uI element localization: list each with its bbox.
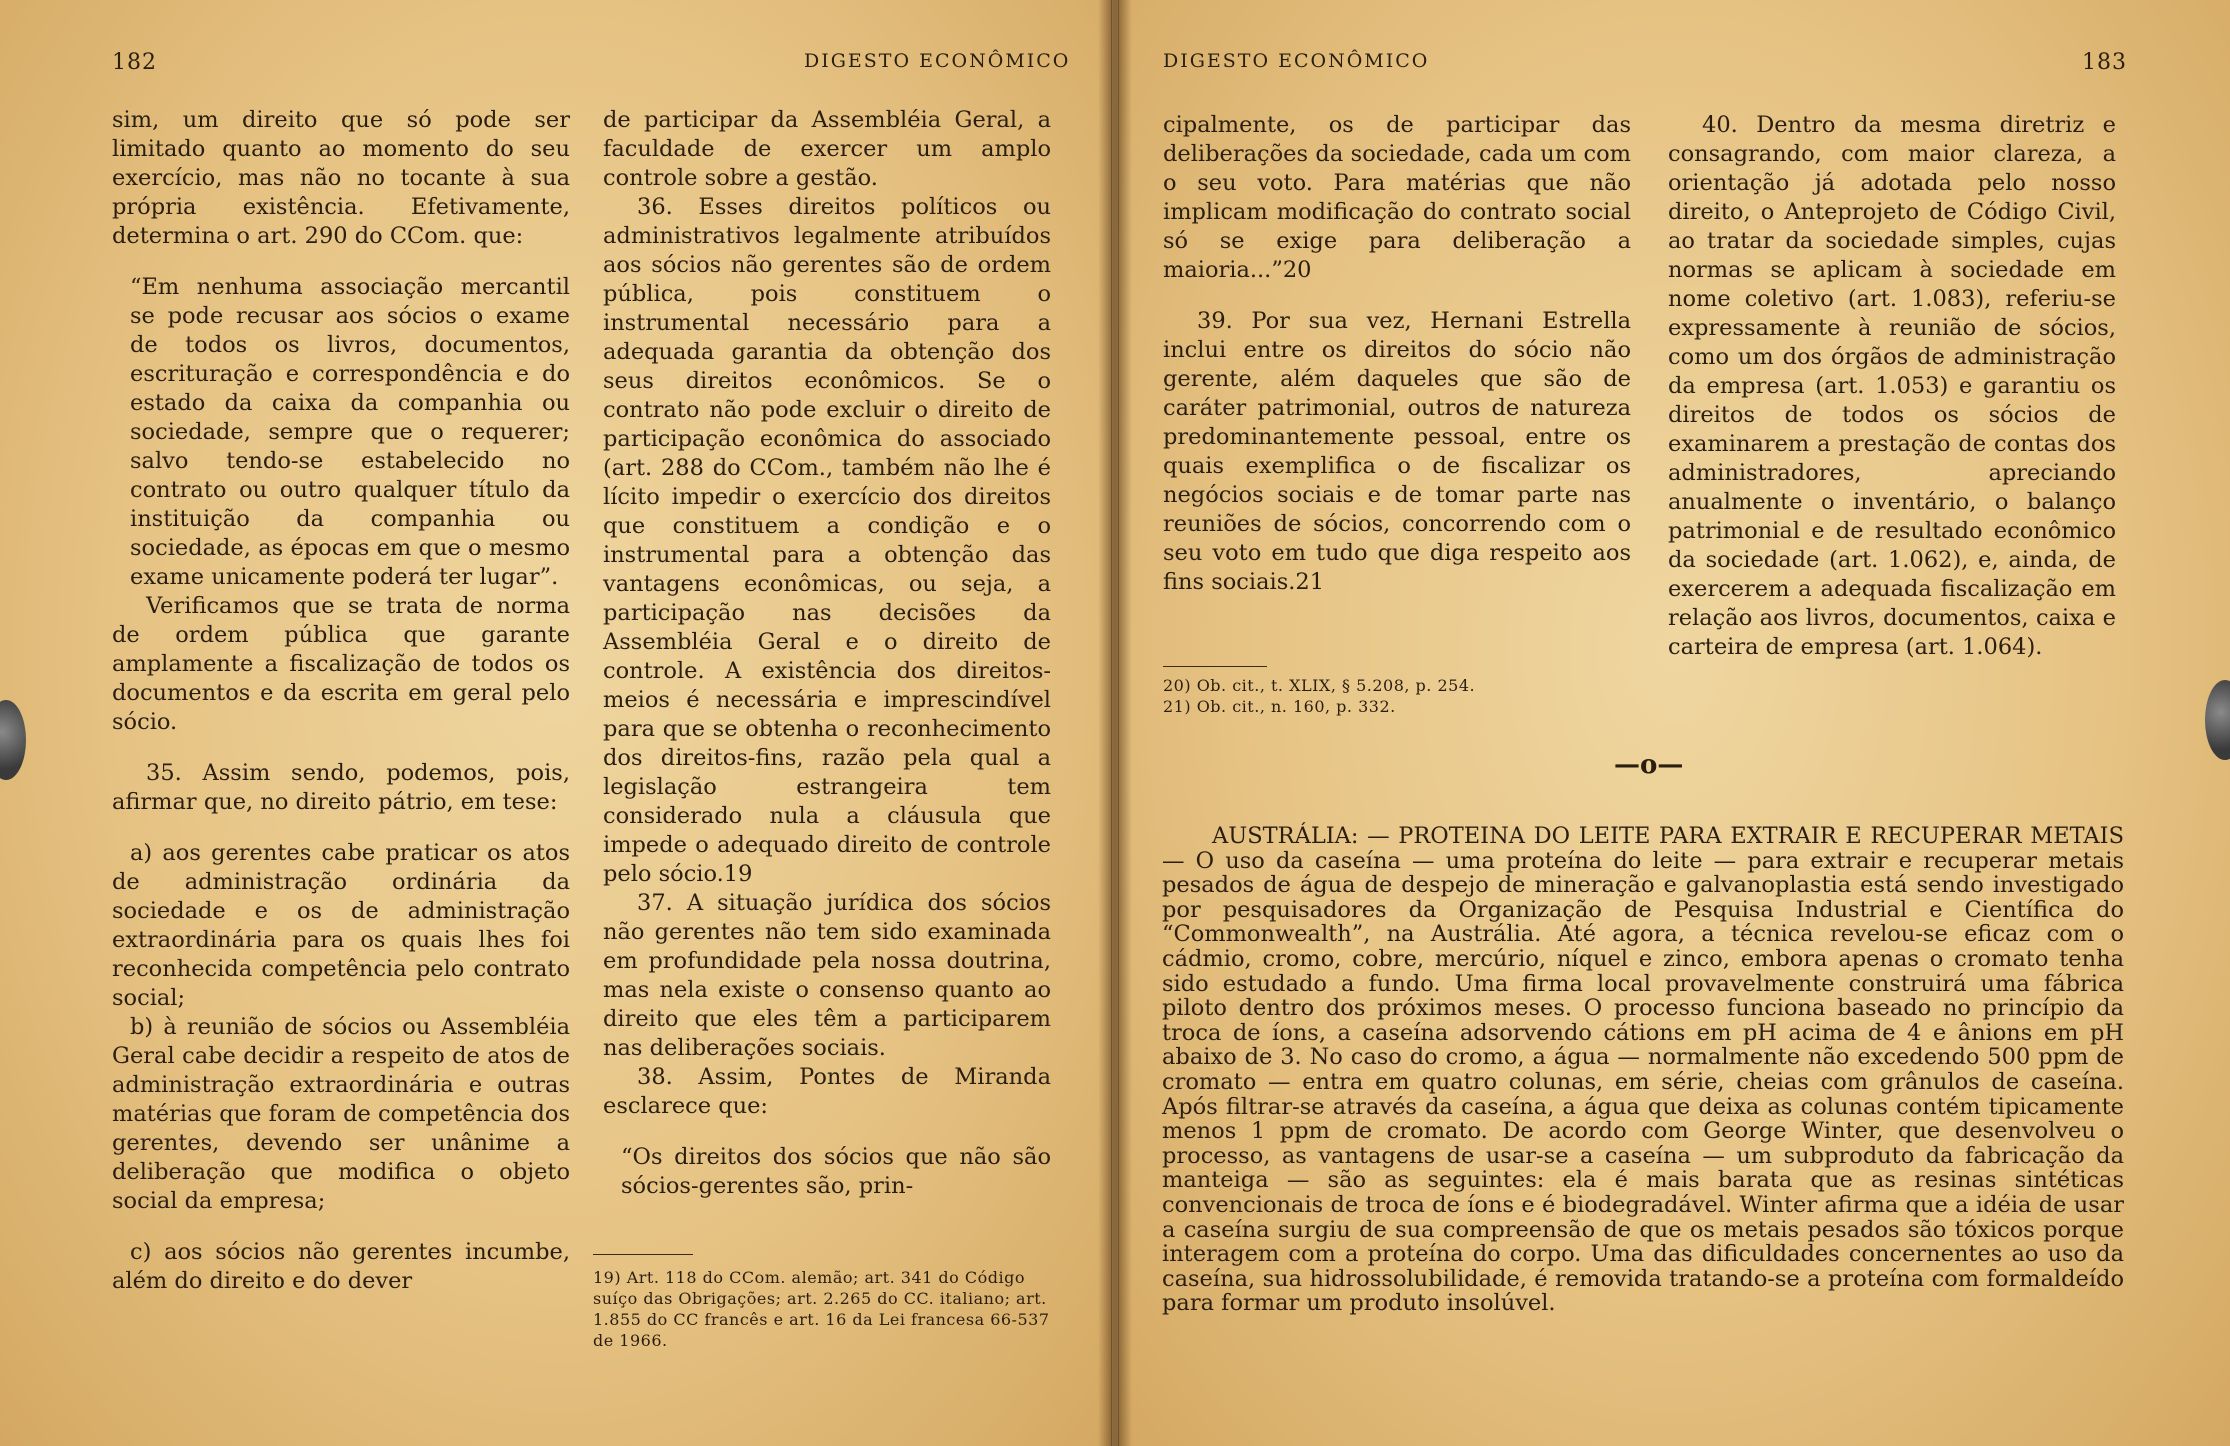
footnote-rule — [593, 1254, 693, 1255]
block-quote: “Os direitos dos sócios que não são sócios-gerentes são, prin- — [621, 1144, 1051, 1199]
paragraph-40: 40. Dentro da mesma diretriz e consagrando, com maior clareza, a orientação já adotada pelo nosso direito, o Anteprojeto de Código Civil, ao tratar da sociedade simples, cujas normas se aplicam à sociedade em nome coletivo (art. 1.083), referiu-se expressamente à reunião de sócios, como um dos órgãos de administração da empresa (art. 1.053) e garantiu os direitos de todos os sócios de examinarem a prestação de contas dos administradores, apreciando anualmente o inventário, o balanço patrimonial e de resultado econômico da sociedade (art. 1.062), e, ainda, de exercerem a adequada fiscalização em relação aos livros, documentos, caixa e carteira de empresa (art. 1.064). — [1668, 112, 2116, 660]
block-quote-continued: cipalmente, os de participar das deliberações da sociedade, cada um com o seu voto. Para matérias que não implicam modificação do contrato social só se exige para deliberação a maioria...”20 — [1163, 112, 1631, 283]
footnote-20: 20) Ob. cit., t. XLIX, § 5.208, p. 254. — [1163, 676, 1476, 695]
paragraph-37: 37. A situação jurídica dos sócios não gerentes não tem sido examinada em profundidade pela nossa doutrina, mas nela existe o consenso quanto ao direito que eles têm a participarem nas deliberações sociais. — [603, 890, 1051, 1061]
footnote-21: 21) Ob. cit., n. 160, p. 332. — [1163, 697, 1396, 716]
right-page-column-2 — [1668, 111, 2116, 662]
paragraph: sim, um direito que só pode ser limitado quanto ao momento do seu exercício, mas não no tocante à sua própria existência. Efetivamente, determina o art. 290 do CCom. que: — [112, 107, 570, 249]
paragraph: de participar da Assembléia Geral, a faculdade de exercer um amplo controle sobre a gestão. — [603, 107, 1051, 191]
section-separator: —o— — [1614, 750, 1684, 780]
paragraph-36: 36. Esses direitos políticos ou administrativos legalmente atribuídos aos sócios não gerentes são de ordem pública, pois constituem o instrumental necessário para a adequada garantia da obtenção dos seus direitos econômicos. Se o contrato não pode excluir o direito de participação econômica do associado (art. 288 do CCom., também não lhe é lícito impedir o exercício dos direitos que constituem a condição e o instrumental para a obtenção das vantagens econômicas, ou seja, a participação nas decisões da Assembléia Geral e o direito de controle. A existência dos direitos-meios é necessária e imprescindível para que se obtenha o reconhecimento dos direitos-fins, razão pela qual a legislação estrangeira tem considerado nula a cláusula que impede o adequado direito de controle pelo sócio.19 — [603, 194, 1051, 887]
list-item-c: c) aos sócios não gerentes incumbe, além do direito e do dever — [112, 1239, 570, 1294]
left-page — [0, 0, 1112, 1446]
footnote-list — [1163, 675, 1631, 717]
block-quote: “Em nenhuma associação mercantil se pode recusar aos sócios o exame de todos os livros, documentos, escrituração e correspondência e do estado da caixa da companhia ou sociedade, sempre que o requerer; salvo tendo-se estabelecido no contrato ou outro qualquer título da instituição da companhia ou sociedade, as épocas em que o mesmo exame unicamente poderá ter lugar”. — [130, 274, 570, 590]
news-item-australia — [1162, 824, 2124, 1316]
footnote-19: 19) Art. 118 do CCom. alemão; art. 341 do Código suíço das Obrigações; art. 2.265 do CC. italiano; art. 1.855 do CC francês e art. 16 da Lei francesa 66-537 de 1966. — [593, 1268, 1050, 1350]
right-page-column-1 — [1163, 111, 1631, 597]
right-footnotes — [1163, 666, 1631, 717]
paragraph-38: 38. Assim, Pontes de Miranda esclarece que: — [603, 1064, 1051, 1119]
running-head-right: DIGESTO ECONÔMICO — [1163, 50, 1430, 72]
left-page-column-1 — [112, 106, 570, 1296]
paragraph-35: 35. Assim sendo, podemos, pois, afirmar que, no direito pátrio, em tese: — [112, 760, 570, 815]
list-item-b: b) à reunião de sócios ou Assembléia Geral cabe decidir a respeito de atos de administração extraordinária e outras matérias que foram de competência dos gerentes, devendo ser unânime a deliberação que modifica o objeto social da empresa; — [112, 1014, 570, 1214]
page-number-left: 182 — [112, 50, 157, 75]
binding-hole-left — [0, 700, 26, 780]
left-footnotes — [593, 1254, 1051, 1351]
binding-hole-right — [2205, 680, 2230, 760]
page-number-right: 183 — [2082, 50, 2127, 75]
left-page-column-2 — [603, 106, 1051, 1201]
paragraph: Verificamos que se trata de norma de ordem pública que garante amplamente a fiscalização de todos os documentos e da escrita em geral pelo sócio. — [112, 593, 570, 735]
list-item-a: a) aos gerentes cabe praticar os atos de administração ordinária da sociedade e os de administração extraordinária para os quais lhes foi reconhecida competência pelo contrato social; — [112, 840, 570, 1011]
footnote-rule — [1163, 666, 1267, 667]
running-head-left: DIGESTO ECONÔMICO — [804, 50, 1071, 72]
news-paragraph: AUSTRÁLIA: — PROTEINA DO LEITE PARA EXTRAIR E RECUPERAR METAIS — O uso da caseína — uma proteína do leite — para extrair e recuperar metais pesados de água de despejo de mineração e galvanoplastia está sendo investigado por pesquisadores da Organização de Pesquisa Industrial e Científica do “Commonwealth”, na Austrália. Até agora, a técnica revelou-se eficaz com o cádmio, cromo, cobre, mercúrio, níquel e zinco, embora apenas o cromato tenha sido estudado a fundo. Uma firma local provavelmente construirá uma fábrica piloto dentro dos próximos meses. O processo funciona baseado no princípio da troca de íons, a caseína adsorvendo cátions em pH acima de 4 e ânions em pH abaixo de 3. No caso do cromo, a água — normalmente não excedendo 500 ppm de cromato — entra em quatro colunas, em série, cheias com grânulos de caseína. Após filtrar-se através da caseína, a água que deixa as colunas contém tipicamente menos 1 ppm de cromato. De acordo com George Winter, que desenvolveu o processo, as vantagens de usar-se a caseína — um subproduto da fabricação da manteiga — são as seguintes: ela é mais barata que as resinas sintéticas convencionais de troca de íons e é biodegradável. Winter afirma que a idéia de usar a caseína surgiu de sua compreensão de que os metais pesados são tóxicos porque interagem com a proteína do corpo. Uma das dificuldades concernentes ao uso da caseína, sua hidrossolubilidade, é removida tratando-se a proteína com formaldeído para formar um produto insolúvel. — [1162, 823, 2124, 1317]
book-gutter — [1098, 0, 1132, 1446]
paragraph-39: 39. Por sua vez, Hernani Estrella inclui entre os direitos do sócio não gerente, além daqueles que são de caráter patrimonial, outros de natureza predominantemente pessoal, entre os quais exemplifica o de fiscalizar os negócios sociais e de tomar parte nas reuniões de sócios, concorrendo com o seu voto em tudo que diga respeito aos fins sociais.21 — [1163, 308, 1631, 595]
